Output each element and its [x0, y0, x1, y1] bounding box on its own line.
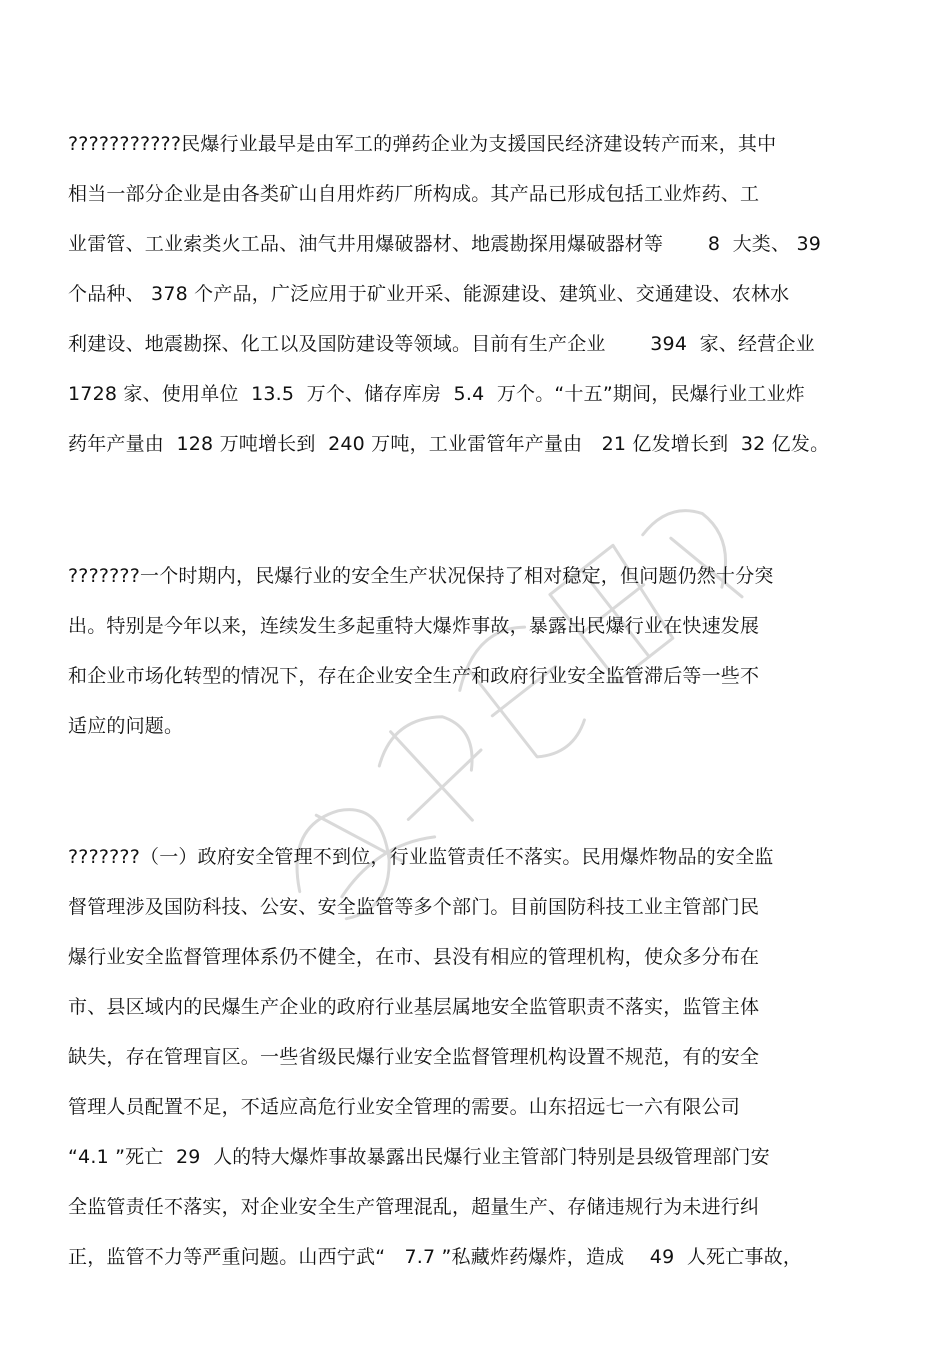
paragraph-1-line-7: 药年产量由 128 万吨增长到 240 万吨，工业雷管年产量由 21 亿发增长到 32 亿发。 — [68, 433, 830, 455]
paragraph-3-line-2: 督管理涉及国防科技、公安、安全监管等多个部门。目前国防科技工业主管部门民 — [68, 896, 760, 918]
paragraph-3-line-9: 正，监管不力等严重问题。山西宁武“ 7.7 ”私藏炸药爆炸，造成 49 人死亡事故， — [68, 1246, 803, 1268]
paragraph-3-line-7: “4.1 ”死亡 29 人的特大爆炸事故暴露出民爆行业主管部门特别是县级管理部门安 — [68, 1146, 770, 1168]
paragraph-2-line-2: 出。特别是今年以来，连续发生多起重特大爆炸事故，暴露出民爆行业在快速发展 — [68, 615, 760, 637]
paragraph-2-line-4: 适应的问题。 — [68, 715, 184, 737]
paragraph-3-line-3: 爆行业安全监督管理体系仍不健全，在市、县没有相应的管理机构，使众多分布在 — [68, 946, 760, 968]
paragraph-2-line-1: ???????一个时期内，民爆行业的安全生产状况保持了相对稳定，但问题仍然十分突 — [68, 565, 774, 587]
watermark-graphic — [130, 440, 830, 960]
paragraph-2-line-3: 和企业市场化转型的情况下，存在企业安全生产和政府行业安全监管滞后等一些不 — [68, 665, 760, 687]
paragraph-3-line-8: 全监管责任不落实，对企业安全生产管理混乱，超量生产、存储违规行为未进行纠 — [68, 1196, 760, 1218]
paragraph-3-line-6: 管理人员配置不足，不适应高危行业安全管理的需要。山东招远七一六有限公司 — [68, 1096, 741, 1118]
paragraph-1-line-4: 个品种、 378 个产品，广泛应用于矿业开采、能源建设、建筑业、交通建设、农林水 — [68, 283, 790, 305]
paragraph-1-line-3: 业雷管、工业索类火工品、油气井用爆破器材、地震勘探用爆破器材等 8 大类、 39 — [68, 233, 822, 255]
paragraph-3-line-5: 缺失，存在管理盲区。一些省级民爆行业安全监督管理机构设置不规范，有的安全 — [68, 1046, 760, 1068]
paragraph-1-line-6: 1728 家、使用单位 13.5 万个、储存库房 5.4 万个。“十五”期间，民爆行业工业炸 — [68, 383, 805, 405]
paragraph-3-line-4: 市、县区域内的民爆生产企业的政府行业基层属地安全监管职责不落实，监管主体 — [68, 996, 760, 1018]
paragraph-1-line-2: 相当一部分企业是由各类矿山自用炸药厂所构成。其产品已形成包括工业炸药、工 — [68, 183, 760, 205]
paragraph-1-line-5: 利建设、地震勘探、化工以及国防建设等领域。目前有生产企业 394 家、经营企业 — [68, 333, 815, 355]
paragraph-1-line-1: ???????????民爆行业最早是由军工的弹药企业为支援国民经济建设转产而来，其中 — [68, 133, 777, 155]
paragraph-3-line-1: ???????（一）政府安全管理不到位，行业监管责任不落实。民用爆炸物品的安全监 — [68, 846, 774, 868]
